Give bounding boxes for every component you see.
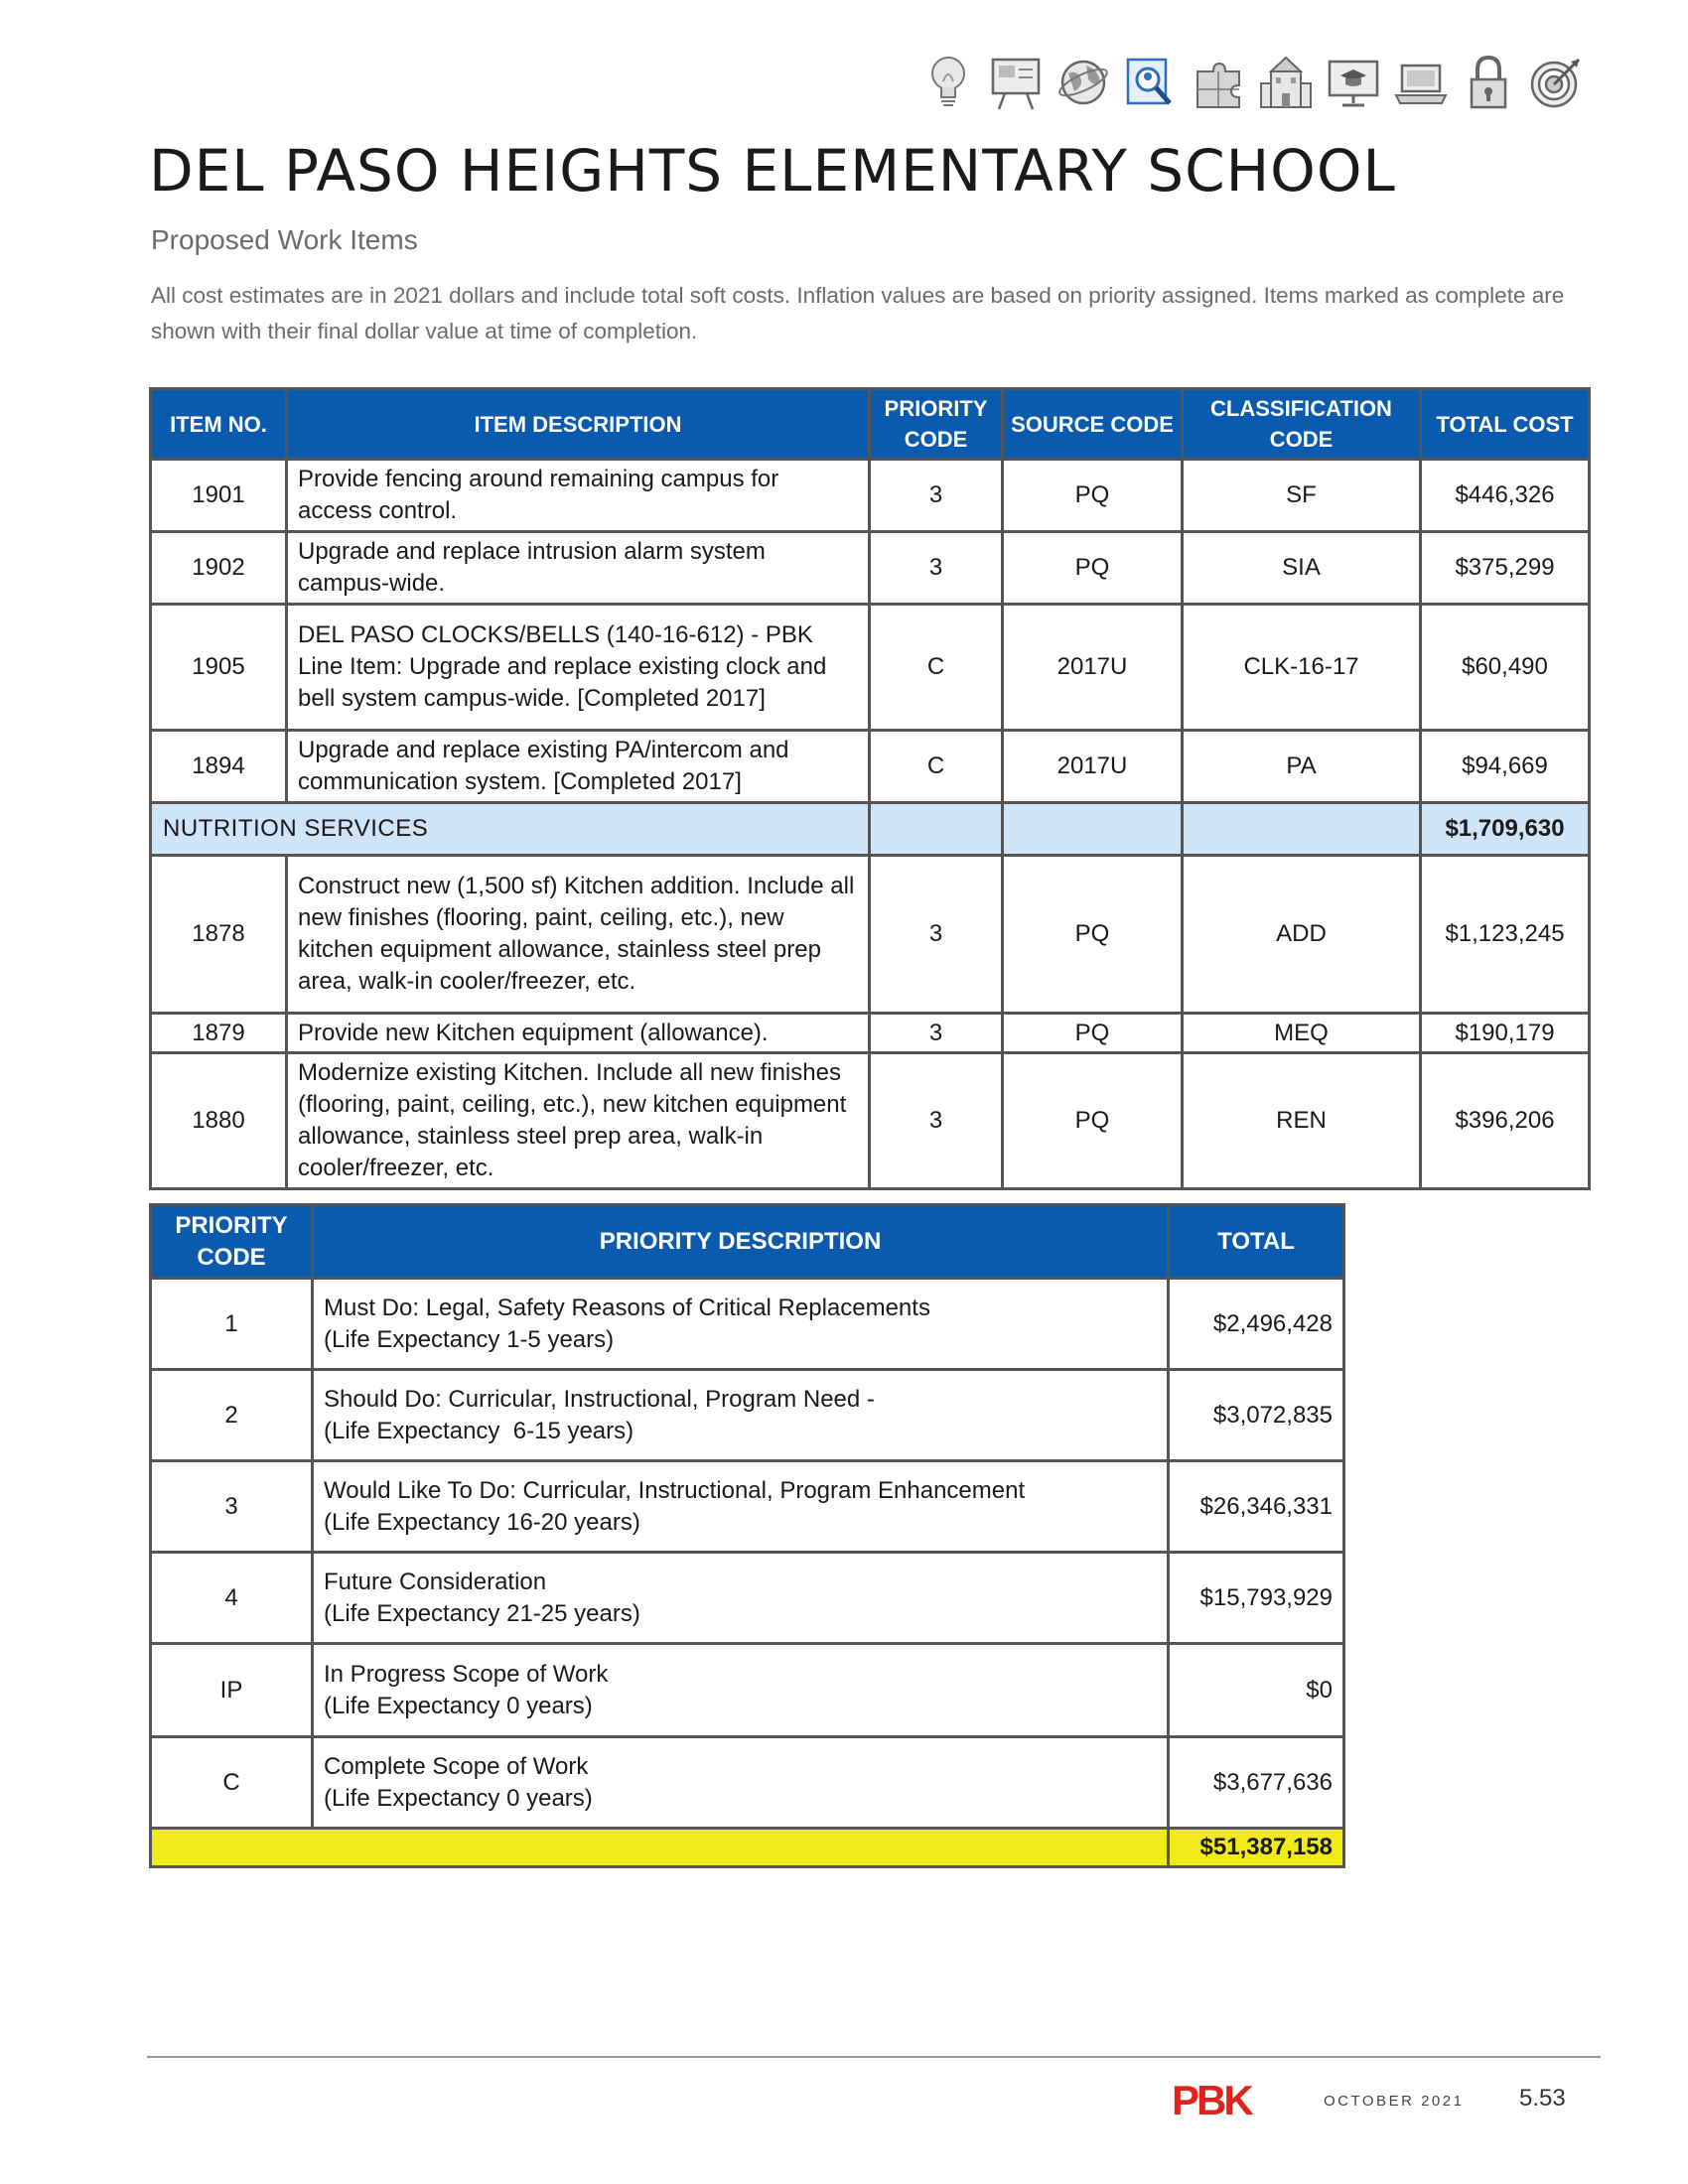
life-expectancy-line: (Life Expectancy 6-15 years) (324, 1417, 634, 1444)
priority-code-cell: C (151, 1737, 313, 1829)
priority-code-cell: 3 (870, 856, 1003, 1014)
life-expectancy-line: (Life Expectancy 21-25 years) (324, 1599, 640, 1627)
item-description-cell: Provide new Kitchen equipment (allowance). (287, 1014, 870, 1053)
table-row (151, 605, 1590, 731)
item-description-cell: Provide fencing around remaining campus for access control. (287, 460, 870, 532)
col-header-total: TOTAL (1169, 1205, 1344, 1279)
magnifier-person-icon (1122, 52, 1180, 113)
priority-description-line: Would Like To Do: Curricular, Instructional, Program Enhancement (324, 1476, 1026, 1504)
total-cost-cell: $1,123,245 (1421, 856, 1590, 1014)
table-row (151, 460, 1590, 532)
priority-description-cell (313, 1553, 1169, 1644)
priority-description-cell (313, 1370, 1169, 1461)
intro-paragraph: All cost estimates are in 2021 dollars and include total soft costs. Inflation values are based on priority assigned. Items marked as complete are shown with their final dollar value at time of completion. (151, 283, 1565, 343)
priority-description-line: Complete Scope of Work (324, 1752, 589, 1780)
table-row (151, 1279, 1344, 1370)
section-empty-cell (870, 803, 1003, 856)
table-row (151, 1053, 1590, 1189)
footer-date: OCTOBER 2021 (1324, 2093, 1465, 2110)
col-header-total-cost: TOTAL COST (1421, 389, 1590, 460)
table-row (151, 731, 1590, 803)
grand-total-value: $51,387,158 (1169, 1829, 1344, 1867)
col-header-item-no: ITEM NO. (151, 389, 287, 460)
pbk-logo (1172, 2082, 1271, 2119)
col-header-priority-code: PRIORITY CODE (870, 389, 1003, 460)
page-title: DEL PASO HEIGHTS ELEMENTARY SCHOOL (149, 137, 1396, 205)
footer-divider (147, 2056, 1601, 2058)
priority-code-cell: 4 (151, 1553, 313, 1644)
item-description-cell: Construct new (1,500 sf) Kitchen addition. Include all new finishes (flooring, paint, ceiling, etc.), new kitchen equipment allowance, stainless steel prep area, walk-in cooler/freezer, etc. (287, 856, 870, 1014)
page-subtitle: Proposed Work Items (151, 224, 418, 255)
priority-code-cell: 3 (870, 460, 1003, 532)
total-cost-cell: $190,179 (1421, 1014, 1590, 1053)
source-code-cell: PQ (1003, 532, 1183, 605)
priority-summary-table (149, 1203, 1345, 1868)
source-code-cell: 2017U (1003, 605, 1183, 731)
table-row (151, 1553, 1344, 1644)
classification-code-cell: SIA (1183, 532, 1421, 605)
presentation-board-icon (987, 52, 1045, 113)
item-description-cell: Upgrade and replace existing PA/intercom and communication system. [Completed 2017] (287, 731, 870, 803)
grand-total-row (151, 1829, 1344, 1867)
col-header-classification-code: CLASSIFICATION CODE (1183, 389, 1421, 460)
priority-code-cell: C (870, 605, 1003, 731)
priority-total-cell: $26,346,331 (1169, 1461, 1344, 1553)
priority-total-cell: $3,072,835 (1169, 1370, 1344, 1461)
classification-code-cell: ADD (1183, 856, 1421, 1014)
priority-code-cell: 3 (870, 1053, 1003, 1189)
col-header-source-code: SOURCE CODE (1003, 389, 1183, 460)
col-header-item-description: ITEM DESCRIPTION (287, 389, 870, 460)
classification-code-cell: REN (1183, 1053, 1421, 1189)
classification-code-cell: CLK-16-17 (1183, 605, 1421, 731)
source-code-cell: 2017U (1003, 731, 1183, 803)
school-building-icon (1257, 52, 1315, 113)
section-row-nutrition-services (151, 803, 1590, 856)
item-no-cell: 1902 (151, 532, 287, 605)
graduate-monitor-icon (1325, 52, 1382, 113)
priority-total-cell: $0 (1169, 1644, 1344, 1737)
priority-description-line: Must Do: Legal, Safety Reasons of Critical Replacements (324, 1294, 930, 1321)
priority-table-header-row (151, 1205, 1344, 1279)
total-cost-cell: $396,206 (1421, 1053, 1590, 1189)
lightbulb-icon (919, 52, 977, 113)
table-row (151, 1014, 1590, 1053)
item-no-cell: 1901 (151, 460, 287, 532)
padlock-icon (1460, 52, 1517, 113)
priority-total-cell: $2,496,428 (1169, 1279, 1344, 1370)
source-code-cell: PQ (1003, 1053, 1183, 1189)
classification-code-cell: PA (1183, 731, 1421, 803)
source-code-cell: PQ (1003, 460, 1183, 532)
life-expectancy-line: (Life Expectancy 1-5 years) (324, 1325, 615, 1353)
total-cost-cell: $94,669 (1421, 731, 1590, 803)
section-empty-cell (1183, 803, 1421, 856)
col-header-priority-code: PRIORITY CODE (151, 1205, 313, 1279)
priority-code-cell: C (870, 731, 1003, 803)
item-no-cell: 1880 (151, 1053, 287, 1189)
priority-description-cell (313, 1279, 1169, 1370)
target-icon (1527, 52, 1585, 113)
page-number: 5.53 (1519, 2085, 1566, 2112)
priority-code-cell: 1 (151, 1279, 313, 1370)
priority-code-cell: 3 (870, 532, 1003, 605)
life-expectancy-line: (Life Expectancy 0 years) (324, 1692, 593, 1719)
item-description-cell: Modernize existing Kitchen. Include all new finishes (flooring, paint, ceiling, etc.), new kitchen equipment allowance, stainless steel prep area, walk-in cooler/freezer, etc. (287, 1053, 870, 1189)
header-icon-strip (919, 52, 1585, 113)
grand-total-label-cell (151, 1829, 1169, 1867)
total-cost-cell: $375,299 (1421, 532, 1590, 605)
section-total: $1,709,630 (1421, 803, 1590, 856)
priority-code-cell: IP (151, 1644, 313, 1737)
pbk-logo-text: PBK (1172, 2082, 1251, 2119)
priority-description-line: Future Consideration (324, 1568, 547, 1595)
life-expectancy-line: (Life Expectancy 16-20 years) (324, 1508, 640, 1536)
priority-code-cell: 3 (151, 1461, 313, 1553)
table-row (151, 1370, 1344, 1461)
priority-description-line: Should Do: Curricular, Instructional, Program Need - (324, 1385, 875, 1413)
priority-description-cell (313, 1737, 1169, 1829)
priority-total-cell: $3,677,636 (1169, 1737, 1344, 1829)
item-description-cell: DEL PASO CLOCKS/BELLS (140-16-612) - PBK Line Item: Upgrade and replace existing clock and bell system campus-wide. [Completed 2017] (287, 605, 870, 731)
source-code-cell: PQ (1003, 1014, 1183, 1053)
classification-code-cell: MEQ (1183, 1014, 1421, 1053)
table-row (151, 1461, 1344, 1553)
total-cost-cell: $60,490 (1421, 605, 1590, 731)
work-table-header-row (151, 389, 1590, 460)
classification-code-cell: SF (1183, 460, 1421, 532)
puzzle-icon (1190, 52, 1247, 113)
table-row (151, 1644, 1344, 1737)
priority-code-cell: 2 (151, 1370, 313, 1461)
item-no-cell: 1894 (151, 731, 287, 803)
table-row (151, 1737, 1344, 1829)
laptop-icon (1392, 52, 1450, 113)
item-description-cell: Upgrade and replace intrusion alarm system campus-wide. (287, 532, 870, 605)
priority-description-line: In Progress Scope of Work (324, 1660, 609, 1688)
source-code-cell: PQ (1003, 856, 1183, 1014)
col-header-priority-description: PRIORITY DESCRIPTION (313, 1205, 1169, 1279)
life-expectancy-line: (Life Expectancy 0 years) (324, 1784, 593, 1812)
section-empty-cell (1003, 803, 1183, 856)
work-items-table (149, 387, 1591, 1190)
table-row (151, 532, 1590, 605)
table-row (151, 856, 1590, 1014)
priority-description-cell (313, 1461, 1169, 1553)
section-name: NUTRITION SERVICES (151, 803, 870, 856)
item-no-cell: 1879 (151, 1014, 287, 1053)
item-no-cell: 1905 (151, 605, 287, 731)
item-no-cell: 1878 (151, 856, 287, 1014)
total-cost-cell: $446,326 (1421, 460, 1590, 532)
priority-description-cell (313, 1644, 1169, 1737)
priority-code-cell: 3 (870, 1014, 1003, 1053)
priority-total-cell: $15,793,929 (1169, 1553, 1344, 1644)
globe-icon (1055, 52, 1112, 113)
